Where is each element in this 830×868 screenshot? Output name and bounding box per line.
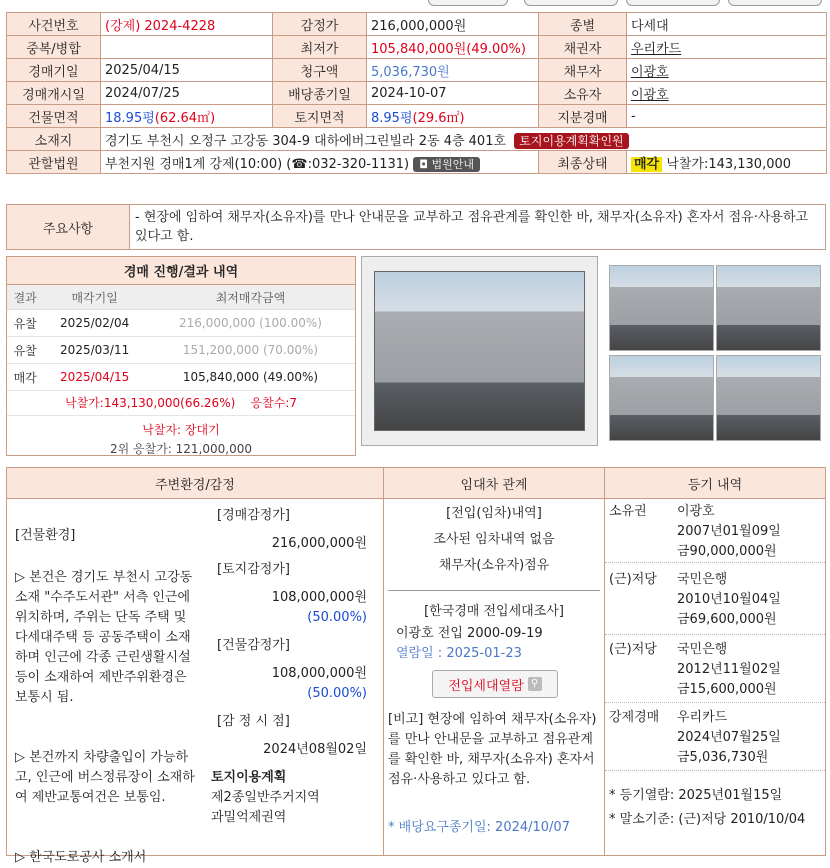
household-view-label: 전입세대열람 (448, 678, 524, 694)
notice-box (6, 204, 826, 250)
registry-entry (605, 706, 825, 771)
registry-name: 국민은행 (677, 642, 728, 657)
bldg-appraisal-value: 108,000,000원 (271, 666, 367, 681)
survey-label: [한국경매 전입세대조사] (424, 604, 564, 619)
winner: 낙찰자: 장대기 (142, 423, 220, 437)
table-row (7, 364, 355, 391)
survey-line-1: 이광호 전입 2000-09-19 (396, 626, 543, 641)
main-building-photo[interactable] (361, 256, 598, 446)
land-appraisal-value: 108,000,000원 (271, 590, 367, 605)
registry-column (605, 468, 825, 855)
row-amount: 216,000,000 (100.00%) (146, 310, 355, 337)
row-amount: 105,840,000 (49.00%) (146, 364, 355, 391)
court-label: 관할법원 (7, 151, 101, 174)
lease-note: [비고] 현장에 임하여 채무자(소유자)를 만나 안내문을 교부하고 점유관계를 확인한 바, 채무자(소유자) 혼자서 점유·사용하고 있다고 함. (388, 712, 597, 787)
bldg-area-label: 건물면적 (7, 105, 101, 128)
top-button-4[interactable] (728, 0, 822, 6)
progress-title: 경매 진행/결과 내역 (7, 257, 355, 285)
bldg-area: 18.95평(62.64㎡) (101, 105, 273, 128)
registry-type: 강제경매 (609, 710, 660, 725)
creditor-link[interactable]: 우리카드 (631, 41, 682, 57)
row-date: 2025/04/15 (43, 364, 146, 391)
env-title: 주변환경/감정 (7, 468, 383, 499)
move-in-line-1: 조사된 임차내역 없음 (433, 532, 555, 547)
start-date-label: 경매개시일 (7, 82, 101, 105)
row-amount: 151,200,000 (70.00%) (146, 337, 355, 364)
sold-summary: 낙찰가:143,130,000(66.26%) 응찰수:7 (7, 391, 355, 416)
debtor-label: 채무자 (539, 59, 627, 82)
case-no: (강제) 2024-4228 (101, 13, 273, 36)
claim-value: 5,036,730원 (367, 59, 539, 82)
survey-line-2: 열람일 : 2025-01-23 (396, 646, 522, 661)
registry-date: 2024년07월25일 (677, 730, 781, 745)
registry-base: * 말소기준: (근)저당 2010/10/04 (609, 812, 806, 827)
search-icon: ⚲ (528, 677, 542, 691)
registry-title: 등기 내역 (605, 468, 825, 499)
kind-label: 종별 (539, 13, 627, 36)
owner-link[interactable]: 이광호 (631, 87, 669, 103)
appraisal-label-2: [경매감정가] (217, 508, 290, 523)
dividend-date: 2024-10-07 (367, 82, 539, 105)
land-plan-1: 제2종일반주거지역 (211, 790, 320, 805)
appraisal-point-label: [감 정 시 점] (217, 714, 290, 729)
thumbnail-photo-1[interactable] (609, 265, 714, 351)
address-label: 소재지 (7, 128, 101, 151)
court-phone: :032-320-1131) (307, 156, 410, 172)
final-status-badge: 매각 (631, 157, 662, 172)
land-plan-2: 과밀억제권역 (211, 810, 287, 825)
case-info-table (6, 12, 827, 174)
share-value: - (627, 105, 827, 128)
env-paragraph-3: ▷ 한국도로공사 소개서 (15, 850, 147, 865)
row-result: 유찰 (7, 337, 43, 364)
row-result: 유찰 (7, 310, 43, 337)
start-date: 2024/07/25 (101, 82, 273, 105)
move-in-line-2: 채무자(소유자)점유 (438, 558, 550, 573)
row-date: 2025/02/04 (43, 310, 146, 337)
top-button-2[interactable] (524, 0, 618, 6)
top-button-3[interactable] (626, 0, 720, 6)
lease-dividend: * 배당요구종기일: 2024/10/07 (388, 820, 570, 835)
registry-amount: 금15,600,000원 (677, 682, 777, 697)
household-view-button[interactable] (432, 670, 558, 698)
auction-date: 2025/04/15 (101, 59, 273, 82)
registry-type: (근)저당 (609, 642, 657, 657)
final-cell (627, 151, 827, 174)
creditor-label: 채권자 (539, 36, 627, 59)
case-no-label: 사건번호 (7, 13, 101, 36)
thumbnail-photo-4[interactable] (716, 355, 821, 441)
appraisal-label: 감정가 (273, 13, 367, 36)
registry-date: 2007년01월09일 (677, 524, 781, 539)
court: 부천지원 경매1계 강제(10:00) ( (105, 156, 292, 172)
registry-name: 우리카드 (677, 710, 728, 725)
move-in-label: [전입(임차)내역] (446, 506, 542, 521)
court-cell (101, 151, 539, 174)
auction-progress-panel (6, 256, 356, 456)
registry-amount: 금90,000,000원 (677, 544, 777, 559)
land-plan-label: 토지이용계획 (211, 770, 287, 785)
registry-type: (근)저당 (609, 572, 657, 587)
details-section (6, 467, 826, 865)
appraisal-value: 216,000,000원 (367, 13, 539, 36)
address-cell (101, 128, 827, 151)
claim-label: 청구액 (273, 59, 367, 82)
dup-value (101, 36, 273, 59)
dividend-label: 배당종기일 (273, 82, 367, 105)
phone-icon: ☎ (291, 156, 308, 172)
registry-entry (605, 500, 825, 563)
registry-date: 2010년10월04일 (677, 592, 781, 607)
bldg-appraisal-label: [건물감정가] (217, 638, 290, 653)
final-price: 낙찰가:143,130,000 (666, 156, 792, 172)
final-status-label: 최종상태 (539, 151, 627, 174)
row-result: 매각 (7, 364, 43, 391)
registry-type: 소유권 (609, 504, 647, 519)
registry-date: 2012년11월02일 (677, 662, 781, 677)
min-price: 105,840,000원(49.00%) (367, 36, 539, 59)
land-area-label: 토지면적 (273, 105, 367, 128)
progress-header-date: 매각기일 (43, 285, 146, 310)
appraisal-point-value: 2024년08월02일 (263, 742, 367, 757)
registry-name: 이광호 (677, 504, 715, 519)
env-paragraph-1: ▷ 본건은 경기도 부천시 고강동 소재 "수주도서관" 서측 인근에 위치하며, 주위는 단독 주택 및 다세대주택 등 공동주택이 소재하며 인근에 각종 근린생활시설 등이 소재하여 제반주위환경은 보통시 됨. (15, 570, 193, 705)
court-guide-button[interactable]: ◘ 법원안내 (413, 157, 480, 172)
notice-label: 주요사항 (7, 205, 130, 249)
lease-title: 임대차 관계 (384, 468, 604, 499)
registry-name: 국민은행 (677, 572, 728, 587)
owner-label: 소유자 (539, 82, 627, 105)
table-row (7, 310, 355, 337)
min-price-label: 최저가 (273, 36, 367, 59)
thumbnail-photo-3[interactable] (609, 355, 714, 441)
address: 경기도 부천시 오정구 고강동 304-9 대하에버그린빌라 2동 4층 401호 (105, 133, 507, 149)
dup-label: 중복/병합 (7, 36, 101, 59)
progress-table (7, 285, 355, 391)
notice-text: - 현장에 임하여 채무자(소유자)를 만나 안내문을 교부하고 점유관계를 확인한 바, 채무자(소유자) 혼자서 점유·사용하고 있다고 함. (135, 210, 809, 244)
env-column (7, 468, 383, 865)
table-row (7, 337, 355, 364)
progress-header-amount: 최저매각금액 (146, 285, 355, 310)
kind-value: 다세대 (627, 13, 827, 36)
appraisal-value-2: 216,000,000원 (271, 536, 367, 551)
thumbnail-photo-2[interactable] (716, 265, 821, 351)
env-paragraph-2: ▷ 본건까지 차량출입이 가능하고, 인근에 버스정류장이 소재하여 제반교통여건은 보통임. (15, 750, 195, 805)
auction-date-label: 경매기일 (7, 59, 101, 82)
top-button-1[interactable] (428, 0, 508, 6)
registry-entry (605, 568, 825, 635)
land-area: 8.95평(29.6㎡) (367, 105, 539, 128)
registry-entry (605, 638, 825, 703)
registry-amount: 금69,600,000원 (677, 612, 777, 627)
bldg-appraisal-pct: (50.00%) (307, 686, 367, 701)
progress-header-result: 결과 (7, 285, 43, 310)
land-plan-button[interactable]: 토지이용계획확인원 (514, 133, 628, 149)
row-date: 2025/03/11 (43, 337, 146, 364)
registry-amount: 금5,036,730원 (677, 750, 769, 765)
lease-column (384, 468, 604, 855)
share-label: 지분경매 (539, 105, 627, 128)
land-appraisal-pct: (50.00%) (307, 610, 367, 625)
registry-view-date: * 등기열람: 2025년01월15일 (609, 788, 783, 803)
second-bid: 2위 응찰가: 121,000,000 (109, 442, 253, 456)
land-appraisal-label: [토지감정가] (217, 562, 290, 577)
debtor-link[interactable]: 이광호 (631, 64, 669, 80)
bldg-env-label: [건물환경] (15, 528, 76, 543)
